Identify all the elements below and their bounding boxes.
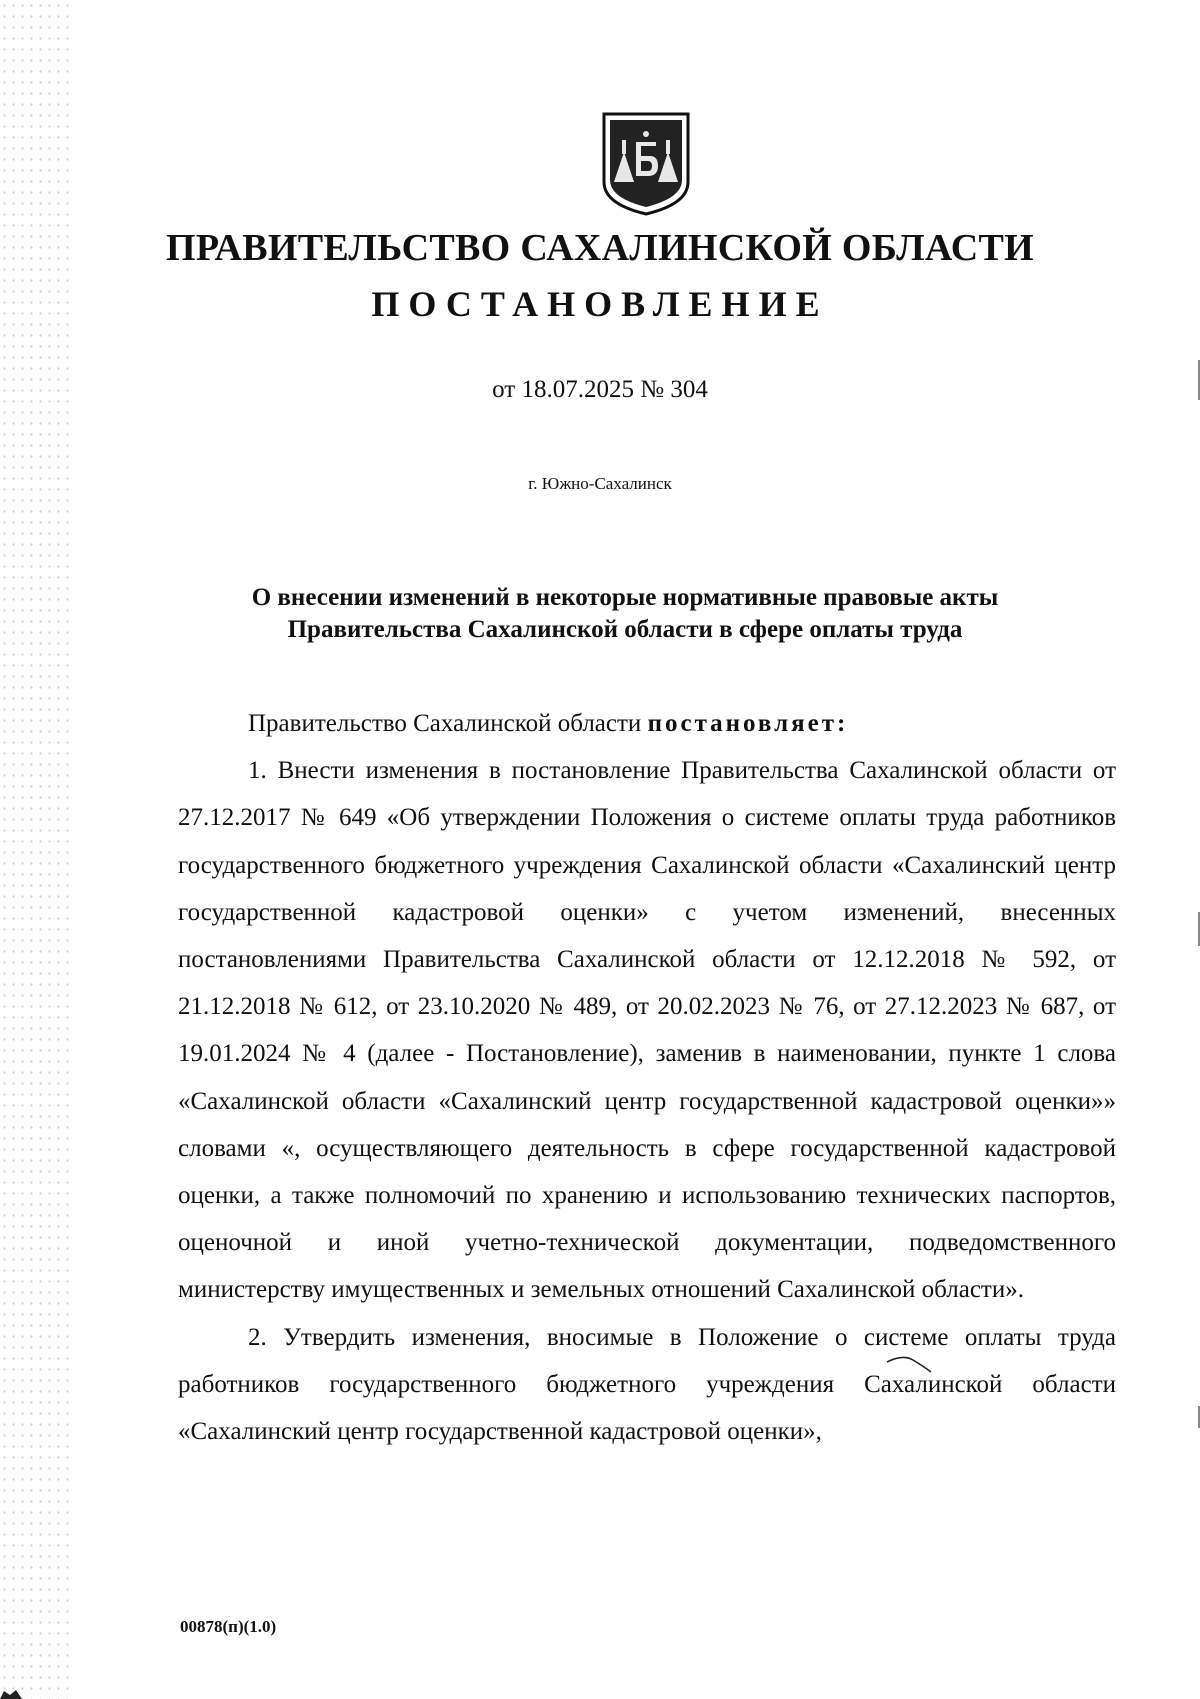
preamble-verb: постановляет: [647,710,849,737]
paragraph-1: 1. Внести изменения в постановление Правительства Сахалинской области от 27.12.2017 № 649 «Об утверждении Положения о системе оплаты труда работников государственного бюджетного учреждения Сахалинской области «Сахалинский центр государственной кадастровой оценки» с учетом изменений, внесенных постановлениями Правительства Сахалинской области от 12.12.2018 № 592, от 21.12.2018 № 612, от 23.10.2020 № 489, от 20.02.2023 № 76, от 27.12.2023 № 687, от 19.01.2024 № 4 (далее - Постановление), заменив в наименовании, пункте 1 слова «Сахалинской области «Сахалинский центр государственной кадастровой оценки»» словами «, осуществляющего деятельность в сфере государственной кадастровой оценки, а также полномочий по хранению и использованию технических паспортов, оценочной и иной учетно-технической документации, подведомственного министерству имущественных и земельных отношений Сахалинской области». [178,757,1116,1304]
subject-line-1: О внесении изменений в некоторые нормативные правовые акты [251,584,999,611]
document-city: г. Южно-Сахалинск [528,474,672,493]
document-subject [190,582,1060,646]
corner-scan-mark [0,1689,22,1699]
form-code: 00878(п)(1.0) [180,1617,277,1636]
preamble-text: Правительство Сахалинской области [248,710,642,737]
document-type: ПОСТАНОВЛЕНИЕ [371,284,829,324]
coat-of-arms-icon [598,112,694,216]
pen-mark [885,1352,935,1374]
document-date-number: от 18.07.2025 № 304 [492,376,708,403]
paragraph-2: 2. Утвердить изменения, вносимые в Положение о системе оплаты труда работников государственного бюджетного учреждения Сахалинской области «Сахалинский центр государственной кадастровой оценки», [178,1323,1116,1446]
organization-title: ПРАВИТЕЛЬСТВО САХАЛИНСКОЙ ОБЛАСТИ [166,227,1034,269]
preamble [178,700,1116,747]
document-body [178,700,1116,1455]
subject-line-2: Правительства Сахалинской области в сфере оплаты труда [287,616,963,643]
